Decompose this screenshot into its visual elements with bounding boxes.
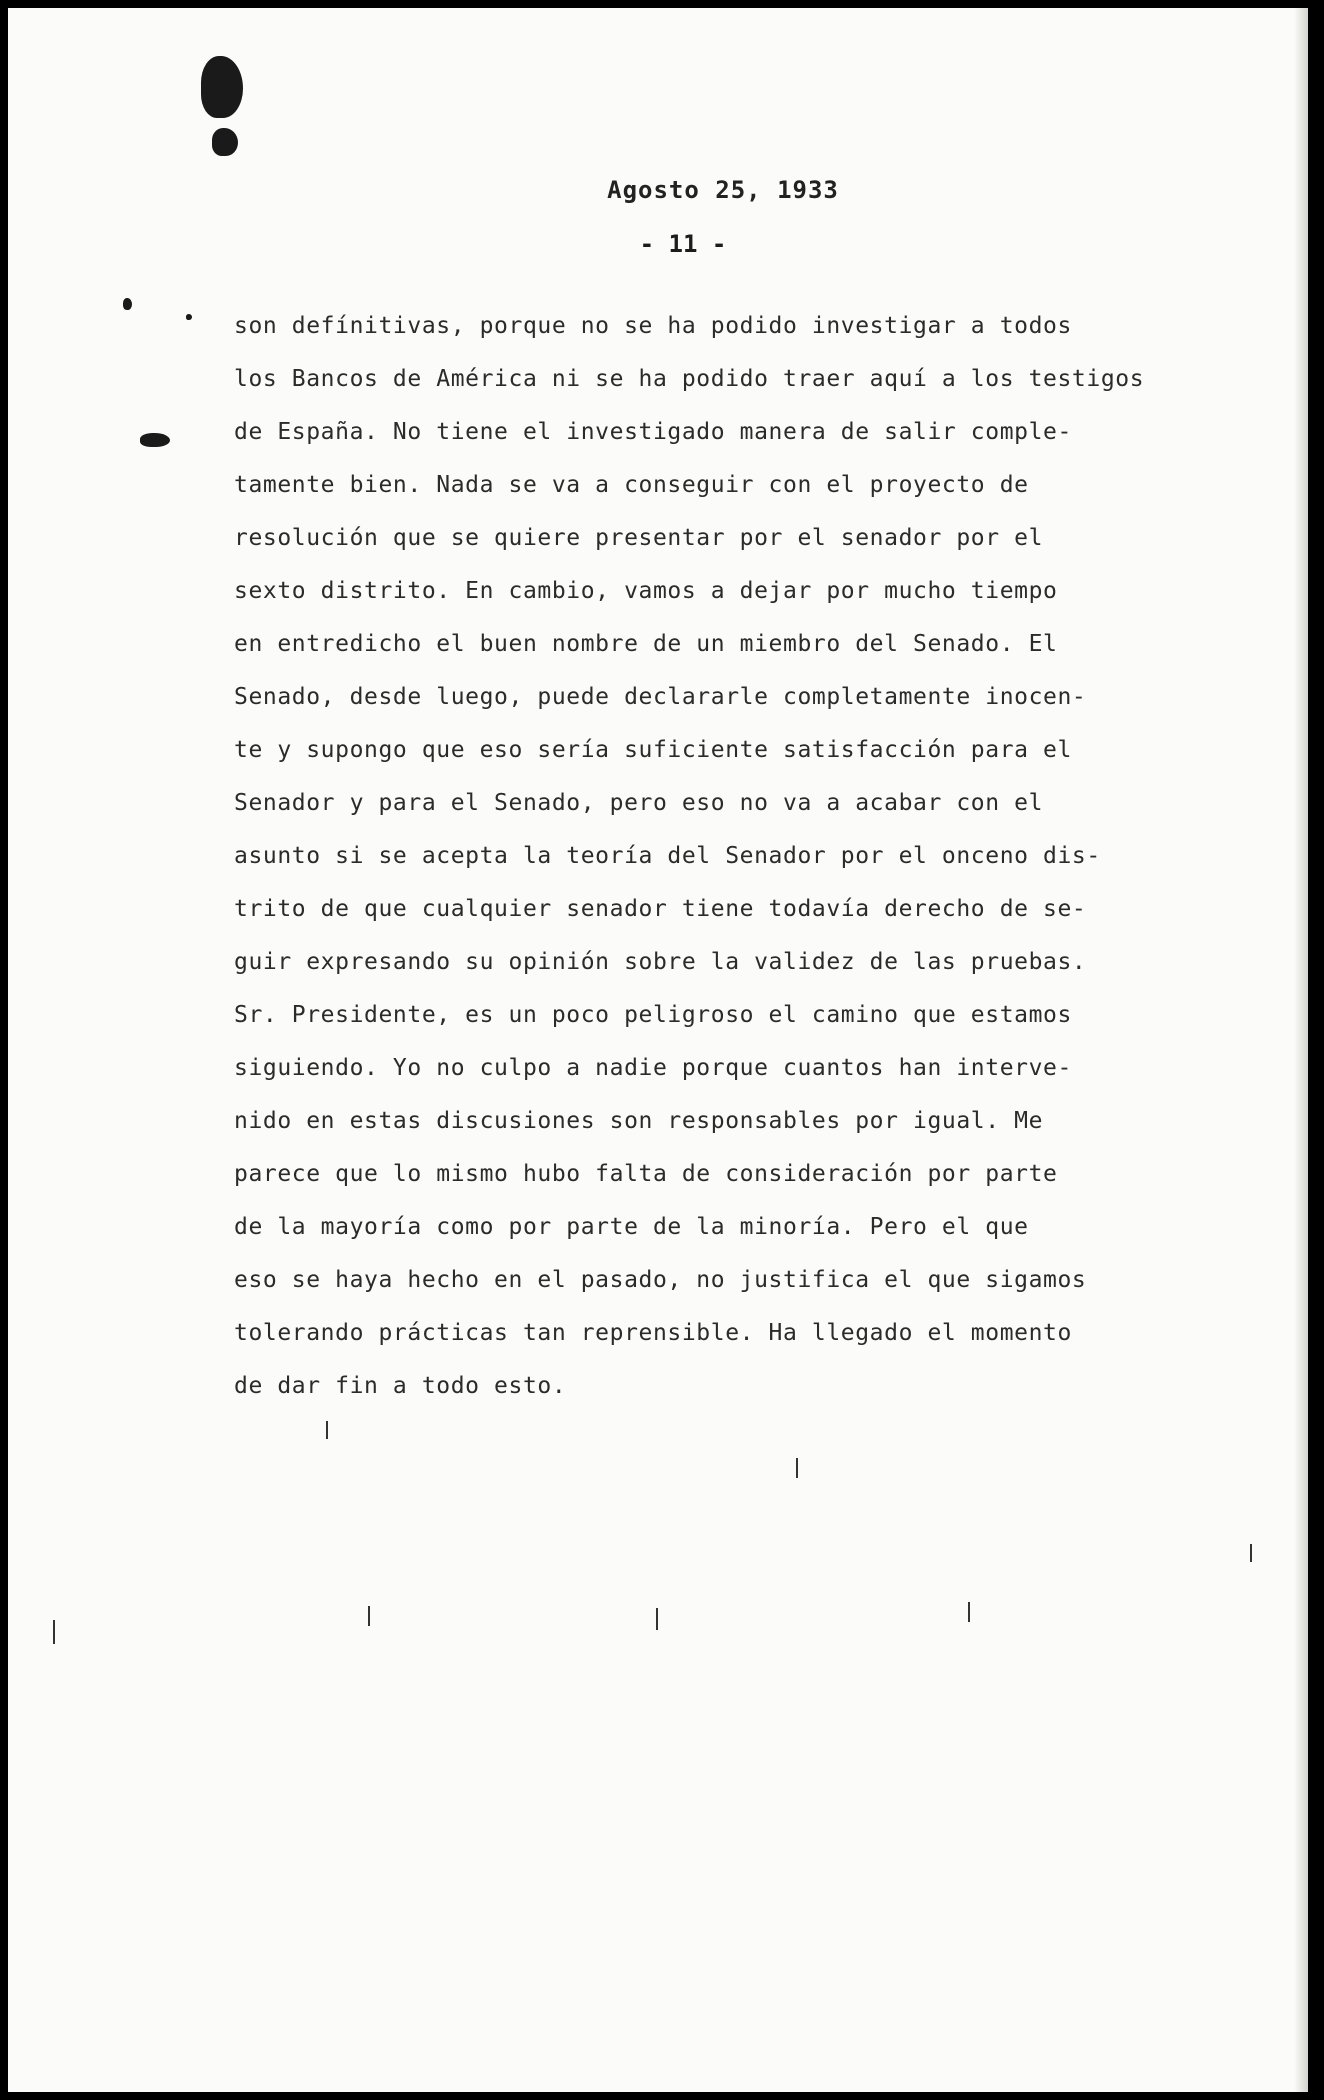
stray-mark xyxy=(1250,1544,1252,1562)
text-line: eso se haya hecho en el pasado, no justifica el que sigamos xyxy=(234,1267,1087,1293)
text-line: nido en estas discusiones son responsables por igual. Me xyxy=(234,1108,1044,1134)
stray-mark xyxy=(968,1602,970,1622)
text-line: trito de que cualquier senador tiene todavía derecho de se- xyxy=(234,896,1087,922)
document-date: Agosto 25, 1933 xyxy=(607,176,839,204)
stray-mark xyxy=(656,1608,658,1630)
text-line: tolerando prácticas tan reprensible. Ha llegado el momento xyxy=(234,1320,1072,1346)
text-line: los Bancos de América ni se ha podido traer aquí a los testigos xyxy=(234,366,1145,392)
text-line: son defínitivas, porque no se ha podido investigar a todos xyxy=(234,313,1072,339)
text-line: te y supongo que eso sería suficiente satisfacción para el xyxy=(234,737,1072,763)
stray-mark xyxy=(53,1620,55,1644)
page-number: - 11 - xyxy=(639,230,727,258)
stray-mark xyxy=(796,1458,798,1478)
text-line: siguiendo. Yo no culpo a nadie porque cuantos han interve- xyxy=(234,1055,1072,1081)
ink-blot xyxy=(201,56,243,118)
ink-blot xyxy=(186,314,192,320)
text-line: guir expresando su opinión sobre la validez de las pruebas. xyxy=(234,949,1087,975)
text-line: tamente bien. Nada se va a conseguir con el proyecto de xyxy=(234,472,1029,498)
text-line: de España. No tiene el investigado manera de salir comple- xyxy=(234,419,1072,445)
text-line: Senador y para el Senado, pero eso no va a acabar con el xyxy=(234,790,1044,816)
ink-blot xyxy=(140,433,170,447)
stray-mark xyxy=(368,1606,370,1626)
text-line: resolución que se quiere presentar por el senador por el xyxy=(234,525,1044,551)
document-page xyxy=(8,8,1308,2092)
page-edge-shadow xyxy=(1294,8,1308,2092)
text-line: de la mayoría como por parte de la minoría. Pero el que xyxy=(234,1214,1029,1240)
text-line: de dar fin a todo esto. xyxy=(234,1373,567,1399)
ink-blot xyxy=(123,298,132,310)
body-text xyxy=(234,311,1264,1424)
text-line: en entredicho el buen nombre de un miembro del Senado. El xyxy=(234,631,1058,657)
text-line: Sr. Presidente, es un poco peligroso el camino que estamos xyxy=(234,1002,1072,1028)
text-line: Senado, desde luego, puede declararle completamente inocen- xyxy=(234,684,1087,710)
ink-blot xyxy=(212,128,238,156)
text-line: sexto distrito. En cambio, vamos a dejar por mucho tiempo xyxy=(234,578,1058,604)
text-line: parece que lo mismo hubo falta de consideración por parte xyxy=(234,1161,1058,1187)
text-line: asunto si se acepta la teoría del Senador por el onceno dis- xyxy=(234,843,1101,869)
